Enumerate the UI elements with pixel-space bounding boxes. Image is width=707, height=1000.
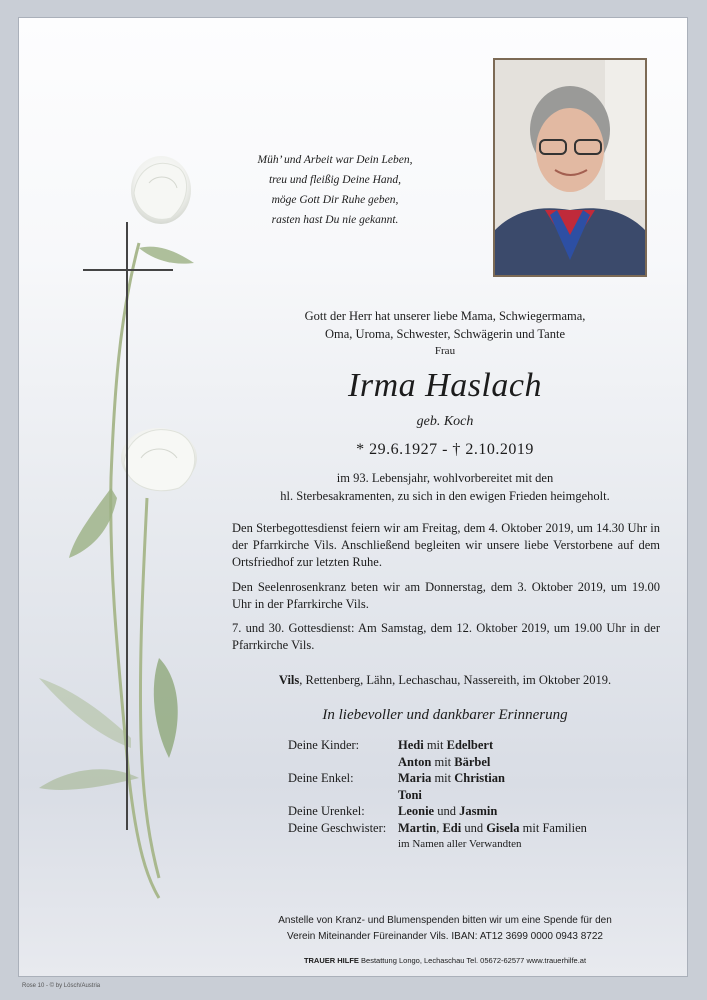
title-frau: Frau [434, 345, 456, 357]
intro-line: Gott der Herr hat unserer liebe Mama, Schwiegermama, [304, 309, 586, 323]
family-names [398, 770, 505, 787]
family-row [288, 754, 587, 771]
family-row [288, 737, 587, 754]
person-name: Hedi [398, 738, 424, 752]
places-date-line [215, 673, 675, 688]
family-label: Deine Geschwister: [288, 820, 387, 835]
person-name: Edelbert [446, 738, 494, 752]
donation-line: Verein Miteinander Füreinander Vils. IBAN: AT12 3699 0000 0943 8722 [287, 931, 603, 942]
family-label: Deine Kinder: [288, 738, 360, 752]
poem-line: Müh’ und Arbeit war Dein Leben, [257, 154, 413, 166]
family-label: Deine Urenkel: [288, 804, 365, 818]
deceased-name: Irma Haslach [348, 367, 542, 404]
family-names: Martin, Edi und Gisela mit Familien [398, 820, 587, 835]
memorial-mass-paragraph: 7. und 30. Gottesdienst: Am Samstag, dem 12. Oktober 2019, um 19.00 Uhr in der Pfarrkirche Vils. [232, 621, 660, 652]
relatives-note: im Namen aller Verwandten [398, 838, 522, 850]
intro-line: Oma, Uroma, Schwester, Schwägerin und Tante [325, 327, 565, 341]
family-names [398, 803, 497, 820]
person-name: Bärbel [454, 754, 491, 769]
undertaker-brand: TRAUER HILFE [303, 956, 359, 965]
poem [235, 150, 435, 230]
family-label-empty [288, 754, 398, 771]
intro-text [215, 307, 675, 343]
funeral-service-paragraph: Den Sterbegottesdienst feiern wir am Freitag, dem 4. Oktober 2019, um 14.30 Uhr in der Pfarrkirche Vils. Anschließend begleiten wir unsere liebe Verstorbene auf dem Ortsfriedhof zur letzten Ruhe. [232, 521, 660, 569]
connector: und [464, 820, 484, 835]
person-name: Anton [398, 754, 432, 769]
passing-line: hl. Sterbesakramenten, zu sich in den ewigen Frieden heimgeholt. [280, 489, 610, 503]
places-rest: , Rettenberg, Lähn, Lechaschau, Nassereith, im Oktober 2019. [299, 673, 612, 687]
connector: mit [434, 771, 452, 785]
poem-line: möge Gott Dir Ruhe geben, [271, 194, 399, 206]
connector: mit [434, 754, 452, 769]
family-names [398, 754, 490, 771]
person-name: Martin [398, 820, 437, 835]
design-credit: Rose 10 - © by Lösch/Austria [22, 983, 101, 989]
family-row [288, 787, 587, 804]
person-name: Maria [398, 771, 432, 785]
family-label-empty [288, 836, 398, 853]
passing-text [215, 469, 675, 505]
person-name: Christian [454, 771, 505, 785]
places-town-bold: Vils [278, 673, 300, 687]
poem-line: rasten hast Du nie gekannt. [271, 214, 399, 226]
donation-note [215, 913, 675, 945]
family-list [288, 737, 587, 853]
family-names [398, 737, 493, 754]
donation-line: Anstelle von Kranz- und Blumenspenden bitten wir um eine Spende für den [278, 915, 612, 926]
family-names [398, 787, 422, 804]
family-row [288, 770, 587, 787]
poem-line: treu und fleißig Deine Hand, [268, 174, 402, 186]
connector: mit [426, 738, 444, 752]
person-name: Leonie [398, 804, 435, 818]
memory-heading: In liebevoller und dankbarer Erinnerung [322, 707, 568, 723]
person-name: Toni [398, 787, 422, 802]
family-row [288, 803, 587, 820]
cross-vertical-bar [126, 222, 128, 830]
portrait-photo [493, 58, 647, 277]
connector: und [437, 804, 456, 818]
life-dates: * 29.6.1927 - † 2.10.2019 [356, 441, 534, 458]
maiden-name: geb. Koch [416, 414, 474, 429]
person-name: Edi [442, 820, 462, 835]
passing-line: im 93. Lebensjahr, wohlvorbereitet mit den [336, 471, 554, 485]
connector: mit Familien [522, 820, 587, 835]
rosary-paragraph: Den Seelenrosenkranz beten wir am Donnerstag, dem 3. Oktober 2019, um 19.00 Uhr in der Pfarrkirche Vils. [232, 580, 660, 611]
family-label-empty [288, 787, 398, 804]
undertaker-footer [215, 956, 675, 965]
person-name: Gisela [486, 820, 520, 835]
person-name: Jasmin [459, 804, 498, 818]
family-row [288, 836, 587, 853]
family-label: Deine Enkel: [288, 771, 354, 785]
cross-horizontal-bar [83, 269, 173, 271]
family-row [288, 820, 587, 837]
undertaker-details: Bestattung Longo, Lechaschau Tel. 05672-62577 www.trauerhilfe.at [361, 956, 587, 965]
